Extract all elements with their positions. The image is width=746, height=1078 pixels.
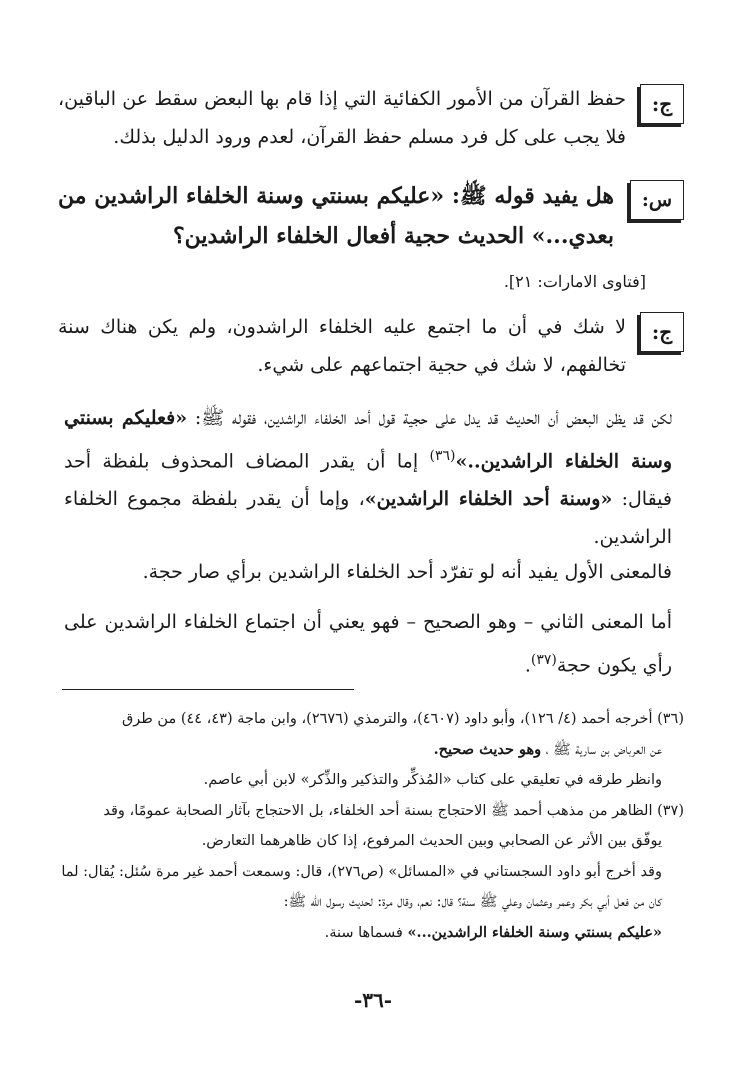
paragraph-text: إما أن يقدر المضاف المحذوف بلفظة أحد فيقال: (64, 450, 672, 511)
footnote-37-line: وقد أخرج أبو داود السجستاني في «المسائل» (ص٢٧٦)، قال: وسمعت أحمد غير مرة سُئل: يُقال: لما (61, 863, 662, 880)
footnotes (60, 704, 684, 948)
answer-block-1 (58, 80, 684, 156)
footnote-36: (٣٦) أخرجه أحمد (٤/ ١٢٦)، وأبو داود (٤٦٠٧)، والترمذي (٢٦٧٦)، وابن ماجة (٤٣، ٤٤) من طرق (122, 711, 684, 727)
footnote-37-line: يوفّق بين الأثر عن الصحابي وبين الحديث المرفوع، إذا كان ظاهرهما التعارض. (201, 833, 662, 849)
paragraph-text: فالمعنى الأول يفيد أنه لو تفرّد أحد الخلفاء الراشدين برأي صار حجة. (142, 561, 672, 583)
footnote-separator (62, 689, 354, 690)
footnote-37-line: «عليكم بسنتي وسنة الخلفاء الراشدين...» فسماها سنة. (324, 923, 662, 941)
page-number: -٣٦- (353, 988, 393, 1012)
footnote-37-line: كان من فعل أبي بكر وعمر وعثمان وعلي ﷺ سنة؟ قال: نعم، وقال مرة: لحديث رسول الله ﷺ: (283, 894, 662, 910)
footnote-36-line: وانظر طرقه في تعليقي على كتاب «المُذكِّر والتذكير والذِّكر» لابن أبي عاصم. (203, 772, 662, 788)
paragraph-1 (64, 399, 672, 556)
paragraph-2 (64, 553, 672, 591)
question-block (58, 176, 684, 256)
footnote-ref-37[interactable]: (٣٧) (530, 652, 557, 668)
fatwa-source: [فتاوى الامارات: ٢١]. (503, 272, 646, 291)
hadith-quote: «وسنة أحد الخلفاء الراشدين» (364, 488, 613, 511)
footnote-ref-36[interactable]: (٣٦) (429, 448, 456, 464)
answer-block-2 (58, 308, 684, 384)
paragraph-text: لكن قد يظن البعض أن الحديث قد يدل على حجية قول أحد الخلفاء الراشدين، فقوله ﷺ: (187, 407, 672, 429)
answer-text: لا شك في أن ما اجتمع عليه الخلفاء الراشدون، ولم يكن هناك سنة تخالفهم، لا شك في حجية اجتماعهم على شيء. (58, 316, 626, 376)
question-text: هل يفيد قوله ﷺ: «عليكم بسنتي وسنة الخلفاء الراشدين من بعدي...» الحديث حجية أفعال الخلفاء الراشدين؟ (58, 183, 614, 249)
answer-badge: ج: (640, 312, 684, 352)
paragraph-3 (64, 603, 672, 684)
answer-text: حفظ القرآن من الأمور الكفائية التي إذا قام بها البعض سقط عن الباقين، فلا يجب على كل فرد مسلم حفظ القرآن، لعدم ورود الدليل بذلك. (58, 88, 626, 148)
paragraph-text: أما المعنى الثاني – وهو الصحيح – فهو يعني أن اجتماع الخلفاء الراشدين على رأي يكون حجة (64, 611, 672, 677)
paragraph-end: . (524, 654, 531, 677)
hadith-quote: «فعليكم بسنتي وسنة الخلفاء الراشدين..» (64, 407, 672, 473)
answer-badge: ج: (640, 84, 684, 124)
footnote-37: (٣٧) الظاهر من مذهب أحمد ﷺ الاحتجاج بسنة أحد الخلفاء، بل الاحتجاج بآثار الصحابة عمومًا، وقد (103, 802, 684, 819)
paragraph-text: ، وإما أن يقدر بلفظة مجموع الخلفاء الراشدين. (64, 488, 672, 549)
footnote-36-line: عن العرباض بن سارية ﷺ ، وهو حديث صحيح. (433, 740, 662, 758)
question-badge: س: (630, 180, 684, 220)
